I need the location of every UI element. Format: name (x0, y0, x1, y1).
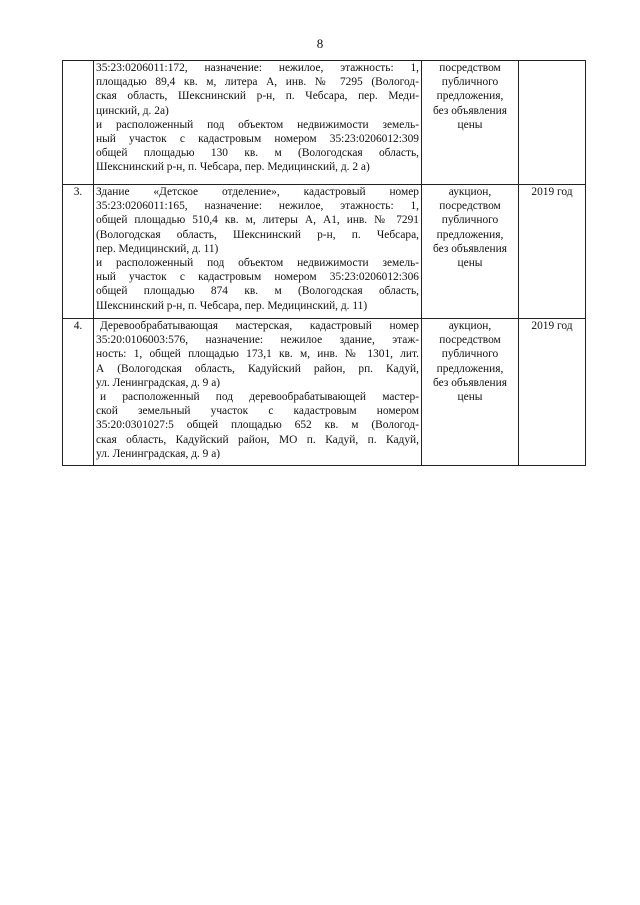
method-line: аукцион, (448, 320, 492, 332)
description-line: ская область, Шекснинский р-н, п. Чебсара, пер. Меди- (96, 90, 419, 103)
description-line: А (Вологодская область, Кадуйский район, рп. Кадуй, (96, 362, 419, 375)
row-number (63, 61, 94, 185)
property-description (94, 185, 422, 319)
description-line: ность: 1, общей площадью 173,1 кв. м, инв. № 1301, лит. (96, 348, 419, 361)
row-number: 4. (63, 319, 94, 466)
description-line: ская область, Кадуйский район, МО п. Кадуй, п. Кадуй, (96, 433, 419, 446)
description-line: ный участок с кадастровым номером 35:23:0206012:306 (96, 271, 419, 284)
method-line: без объявления (433, 104, 507, 117)
table-row (63, 185, 586, 319)
method-line: публичного (441, 214, 499, 227)
description-line: и расположенный под объектом недвижимости земель- (96, 118, 419, 131)
method-line: без объявления (433, 376, 507, 389)
sale-term: 2019 год (519, 185, 586, 319)
description-line: и расположенный под деревообрабатывающей мастер- (100, 391, 419, 404)
method-line: цены (457, 257, 483, 270)
property-description (94, 319, 422, 466)
method-line: публичного (441, 76, 499, 89)
sale-term: 2019 год (519, 319, 586, 466)
description-line: цинский, д. 2а) (96, 104, 169, 117)
description-line: ской земельный участок с кадастровым номером (96, 405, 419, 418)
method-line: аукцион, (448, 186, 492, 198)
description-line: 35:20:0106003:576, назначение: нежилое здание, этаж- (96, 334, 419, 347)
method-line: посредством (439, 334, 501, 347)
description-line: (Вологодская область, Шекснинский р-н, п. Чебсара, (96, 228, 419, 241)
method-line: цены (457, 118, 483, 131)
description-line: Деревообрабатывающая мастерская, кадастровый номер (100, 320, 419, 332)
description-line: 35:20:0301027:5 общей площадью 652 кв. м (Вологод- (96, 419, 419, 432)
method-line: без объявления (433, 242, 507, 255)
description-line: Шекснинский р-н, п. Чебсара, пер. Медицинский, д. 2 а) (96, 161, 370, 174)
sale-method (422, 319, 519, 466)
description-line: общей площадью 874 кв. м (Вологодская область, (96, 285, 419, 298)
method-line: предложения, (436, 90, 504, 103)
description-line: пер. Медицинский, д. 11) (96, 242, 219, 255)
description-line: 35:23:0206011:172, назначение: нежилое, этажность: 1, (96, 62, 419, 74)
description-line: 35:23:0206011:165, назначение: нежилое, этажность: 1, (96, 200, 419, 213)
method-line: посредством (439, 200, 501, 213)
method-line: посредством (439, 62, 501, 74)
description-line: общей площадью 130 кв. м (Вологодская область, (96, 147, 419, 160)
sale-method (422, 185, 519, 319)
description-line: общей площадью 510,4 кв. м, литеры А, А1, инв. № 7291 (96, 214, 419, 227)
method-line: предложения, (436, 362, 504, 375)
table-row (63, 61, 586, 185)
method-line: предложения, (436, 228, 504, 241)
sale-term (519, 61, 586, 185)
description-line: и расположенный под объектом недвижимости земель- (96, 257, 419, 270)
sale-method (422, 61, 519, 185)
description-line: площадью 89,4 кв. м, литера А, инв. № 7295 (Вологод- (96, 76, 419, 89)
description-line: Шекснинский р-н, п. Чебсара, пер. Медицинский, д. 11) (96, 299, 368, 312)
page-number: 8 (316, 36, 324, 51)
table-row (63, 319, 586, 466)
description-line: Здание «Детское отделение», кадастровый номер (96, 186, 419, 198)
method-line: цены (457, 391, 483, 404)
description-line: ный участок с кадастровым номером 35:23:0206012:309 (96, 133, 419, 146)
description-line: ул. Ленинградская, д. 9 а) (96, 447, 221, 460)
method-line: публичного (441, 348, 499, 361)
property-description (94, 61, 422, 185)
property-table (62, 60, 586, 466)
row-number: 3. (63, 185, 94, 319)
description-line: ул. Ленинградская, д. 9 а) (96, 376, 221, 389)
